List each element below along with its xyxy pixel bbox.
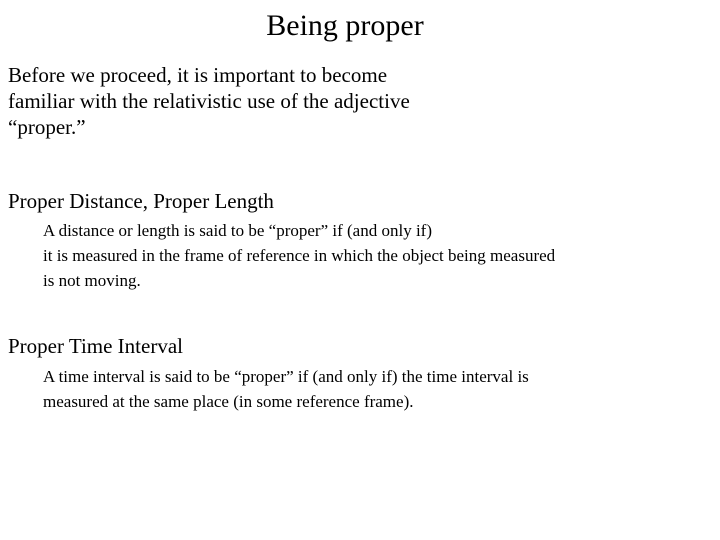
body-line: A distance or length is said to be “proper” if (and only if) [43,221,432,240]
intro-line: Before we proceed, it is important to become [8,63,388,87]
intro-paragraph [8,62,528,140]
intro-line: familiar with the relativistic use of the adjective [8,89,410,113]
intro-line: “proper.” [8,115,86,139]
body-line: it is measured in the frame of reference in which the object being measured [43,246,556,265]
body-line: measured at the same place (in some reference frame). [43,392,414,411]
slide-title: Being proper [266,9,424,42]
section-body-proper-time [43,364,703,414]
section-body-proper-length [43,218,703,293]
section-heading-proper-length: Proper Distance, Proper Length [8,189,274,213]
section-heading-proper-time: Proper Time Interval [8,334,183,358]
body-line: A time interval is said to be “proper” if (and only if) the time interval is [43,367,529,386]
body-line: is not moving. [43,271,141,290]
